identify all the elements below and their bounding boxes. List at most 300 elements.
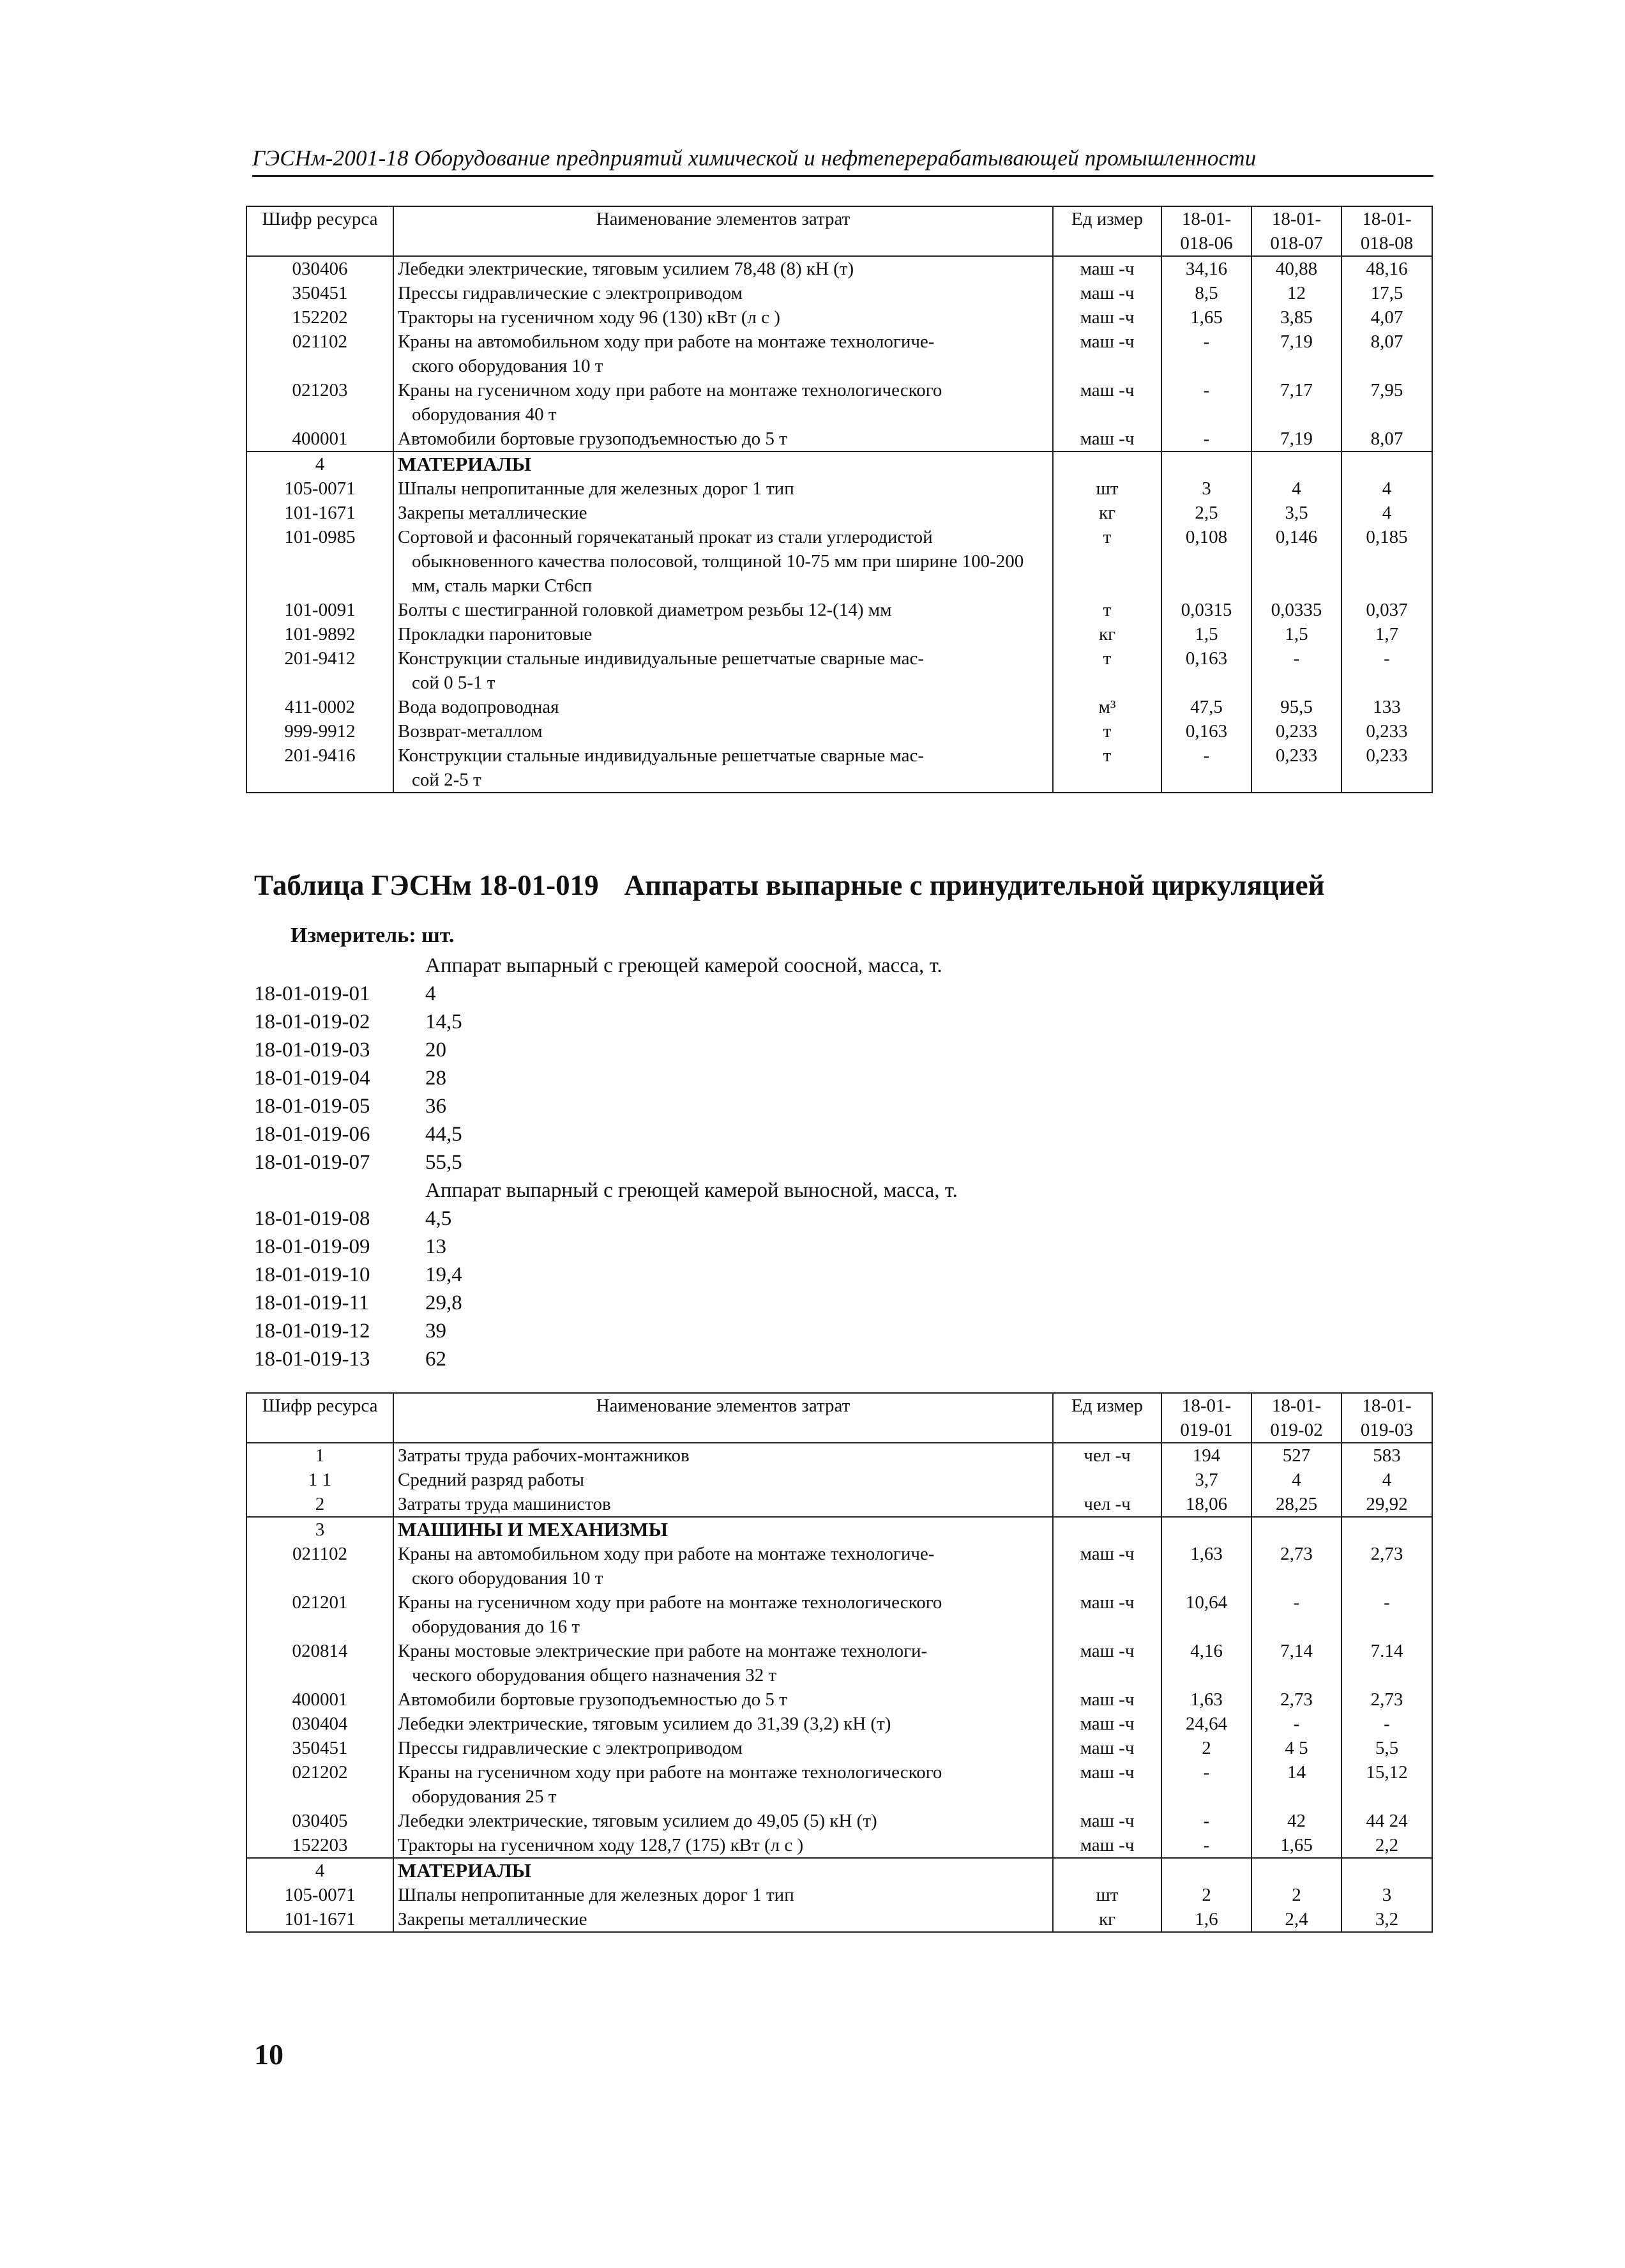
resource-name-cell [393,525,1053,598]
value-cell: 17,5 [1342,281,1432,305]
value-cell: 7,17 [1251,378,1342,427]
value-cell: 44 24 [1342,1809,1432,1833]
resource-name-cell [393,427,1053,452]
value-cell: 0,233 [1342,743,1432,793]
resource-name: Тракторы на гусеничном ходу 128,7 (175) кВт (л с ) [398,1835,804,1855]
value-cell [1161,452,1251,476]
variant-mass: 55,5 [425,1151,462,1174]
unit-cell [1053,1468,1161,1492]
header-unit: Ед измер [1053,206,1161,256]
unit-cell: маш -ч [1053,1833,1161,1858]
resource-code: 400001 [246,1687,393,1712]
value-cell: - [1251,1590,1342,1639]
value-cell: 4 [1342,501,1432,525]
resource-code: 201-9412 [246,646,393,695]
value-cell: 0,146 [1251,525,1342,598]
resource-name-cell [393,743,1053,793]
value-cell: 1,5 [1251,622,1342,646]
resource-name: Возврат-металлом [398,721,543,742]
value-cell: 8,07 [1342,330,1432,378]
value-cell: 0,037 [1342,598,1432,622]
resource-table-18-01-019 [246,1392,1433,1933]
value-cell [1342,1517,1432,1542]
value-cell: 47,5 [1161,695,1251,719]
variant-mass: 36 [425,1095,446,1118]
resource-code: 4 [246,1858,393,1883]
table-row [246,1468,1432,1492]
resource-code: 2 [246,1492,393,1517]
value-cell: 583 [1342,1443,1432,1468]
variant-mass: 13 [425,1235,446,1258]
resource-name-cell [393,501,1053,525]
resource-name: Закрепы металлические [398,503,587,523]
value-cell: 0,185 [1342,525,1432,598]
value-cell [1251,1517,1342,1542]
value-cell: - [1251,646,1342,695]
resource-name-cell [393,1468,1053,1492]
variant-row [254,1261,958,1289]
table-row [246,378,1432,427]
value-cell: - [1342,646,1432,695]
resource-code: 021102 [246,330,393,378]
unit-cell: маш -ч [1053,1712,1161,1736]
table-row [246,1833,1432,1858]
value-cell [1251,452,1342,476]
value-cell: 7,14 [1251,1639,1342,1687]
value-cell: 7,95 [1342,378,1432,427]
resource-name-cell [393,1833,1053,1858]
resource-code: 1 [246,1443,393,1468]
variant-mass: 4 [425,982,436,1005]
unit-cell: маш -ч [1053,256,1161,281]
resource-code: 201-9416 [246,743,393,793]
variants-list [254,952,958,1373]
resource-code: 101-9892 [246,622,393,646]
table-row [246,501,1432,525]
variant-code: 18-01-019-07 [254,1151,370,1174]
value-cell: 7.14 [1342,1639,1432,1687]
resource-name: Средний разряд работы [398,1470,584,1490]
unit-cell: кг [1053,501,1161,525]
header-unit: Ед измер [1053,1393,1161,1443]
unit-cell [1053,1858,1161,1883]
value-cell: 4 5 [1251,1736,1342,1760]
variant-code: 18-01-019-06 [254,1123,370,1146]
resource-name: Конструкции стальные индивидуальные решетчатые сварные мас- [398,648,924,669]
variant-row [254,1289,958,1317]
variant-group-2 [254,1205,958,1373]
resource-code: 350451 [246,1736,393,1760]
value-cell: - [1161,743,1251,793]
table-row [246,281,1432,305]
resource-name: МАТЕРИАЛЫ [398,453,532,475]
value-cell: 3 [1342,1883,1432,1907]
value-cell: 3,85 [1251,305,1342,330]
header-col-1: 18-01-019-01 [1161,1393,1251,1443]
resource-name-continuation: оборудования до 16 т [412,1617,580,1637]
resource-name: МАШИНЫ И МЕХАНИЗМЫ [398,1518,668,1541]
resource-name-continuation: ского оборудования 10 т [412,1568,603,1588]
value-cell: 5,5 [1342,1736,1432,1760]
resource-code: 105-0071 [246,476,393,501]
resource-name-continuation: обыкновенного качества полосовой, толщиной 10-75 мм при ширине 100-200 мм, сталь марки Ст6сп [412,551,1024,596]
unit-cell: т [1053,743,1161,793]
value-cell: 0,233 [1251,743,1342,793]
resource-name-cell [393,1443,1053,1468]
unit-cell [1053,452,1161,476]
value-cell: - [1251,1712,1342,1736]
table-row [246,305,1432,330]
value-cell: 2,2 [1342,1833,1432,1858]
resource-name-cell [393,646,1053,695]
value-cell: 4 [1342,476,1432,501]
table-row [246,1809,1432,1833]
resource-name: МАТЕРИАЛЫ [398,1859,532,1882]
value-cell: 2,73 [1342,1542,1432,1590]
resource-code: 020814 [246,1639,393,1687]
table-row [246,743,1432,793]
resource-name-cell [393,1883,1053,1907]
resource-name-cell [393,378,1053,427]
variant-mass: 44,5 [425,1123,462,1146]
variant-code: 18-01-019-09 [254,1235,370,1258]
value-cell: 0,0315 [1161,598,1251,622]
unit-cell: чел -ч [1053,1492,1161,1517]
resource-code: 400001 [246,427,393,452]
value-cell: 7,19 [1251,330,1342,378]
unit-cell: шт [1053,1883,1161,1907]
value-cell: 3 [1161,476,1251,501]
resource-code: 101-0091 [246,598,393,622]
value-cell [1251,1858,1342,1883]
variant-row [254,1008,958,1036]
table-row [246,427,1432,452]
value-cell: 10,64 [1161,1590,1251,1639]
resource-code: 030406 [246,256,393,281]
table-body [246,1443,1432,1932]
variant-row [254,1233,958,1261]
resource-name: Автомобили бортовые грузоподъемностью до 5 т [398,429,787,449]
resource-code: 999-9912 [246,719,393,743]
value-cell: 0,233 [1342,719,1432,743]
value-cell: 0,163 [1161,646,1251,695]
unit-cell: маш -ч [1053,1687,1161,1712]
resource-code: 021202 [246,1760,393,1809]
table-row [246,1760,1432,1809]
value-cell: 4 [1251,476,1342,501]
value-cell: - [1342,1590,1432,1639]
section-row [246,1517,1432,1542]
value-cell: 3,2 [1342,1907,1432,1932]
table-row [246,1542,1432,1590]
unit-cell: маш -ч [1053,1639,1161,1687]
unit-cell: маш -ч [1053,281,1161,305]
header-code: Шифр ресурса [246,206,393,256]
value-cell: - [1161,1809,1251,1833]
variant-code: 18-01-019-13 [254,1348,370,1371]
resource-code: 1 1 [246,1468,393,1492]
unit-cell: маш -ч [1053,1590,1161,1639]
value-cell: 194 [1161,1443,1251,1468]
unit-cell: маш -ч [1053,1809,1161,1833]
table-row [246,1492,1432,1517]
resource-name-cell [393,1492,1053,1517]
resource-name-cell [393,1517,1053,1542]
variant-group-1 [254,980,958,1176]
unit-cell: кг [1053,622,1161,646]
value-cell: 8,5 [1161,281,1251,305]
variant-code: 18-01-019-12 [254,1320,370,1343]
value-cell: 95,5 [1251,695,1342,719]
resource-name: Затраты труда рабочих-монтажников [398,1445,690,1466]
resource-name: Затраты труда машинистов [398,1494,611,1514]
resource-code: 101-0985 [246,525,393,598]
table-row [246,1883,1432,1907]
value-cell: - [1161,378,1251,427]
resource-name: Краны на гусеничном ходу при работе на монтаже технологического [398,380,942,400]
resource-name-cell [393,695,1053,719]
resource-code: 152203 [246,1833,393,1858]
value-cell: 1,63 [1161,1542,1251,1590]
value-cell: 14 [1251,1760,1342,1809]
value-cell: 3,5 [1251,501,1342,525]
resource-code: 3 [246,1517,393,1542]
value-cell: 2 [1161,1883,1251,1907]
value-cell: 527 [1251,1443,1342,1468]
resource-name-cell [393,476,1053,501]
resource-code: 105-0071 [246,1883,393,1907]
page-number: 10 [254,2038,283,2071]
resource-name-cell [393,1590,1053,1639]
table-row [246,1687,1432,1712]
value-cell: - [1161,1833,1251,1858]
variant-mass: 20 [425,1039,446,1062]
value-cell: 2,73 [1251,1687,1342,1712]
resource-name-continuation: ческого оборудования общего назначения 32 т [412,1665,777,1686]
unit-cell: маш -ч [1053,330,1161,378]
value-cell: 4 [1251,1468,1342,1492]
value-cell: 40,88 [1251,256,1342,281]
value-cell: 28,25 [1251,1492,1342,1517]
variant-row [254,1092,958,1120]
resource-code: 101-1671 [246,501,393,525]
value-cell: 1,65 [1161,305,1251,330]
resource-name-continuation: оборудования 25 т [412,1786,557,1807]
table-row [246,1907,1432,1932]
variant-row [254,1205,958,1233]
resource-name-continuation: сой 2-5 т [412,770,481,790]
page-header: ГЭСНм-2001-18 Оборудование предприятий химической и нефтеперерабатывающей промышленности [252,146,1433,177]
value-cell [1161,1517,1251,1542]
variant-code: 18-01-019-08 [254,1207,370,1230]
resource-code: 411-0002 [246,695,393,719]
value-cell: - [1161,1760,1251,1809]
resource-name: Болты с шестигранной головкой диаметром резьбы 12-(14) мм [398,600,892,620]
resource-code: 021102 [246,1542,393,1590]
value-cell: 133 [1342,695,1432,719]
table-row [246,330,1432,378]
resource-name-cell [393,281,1053,305]
variant-row [254,980,958,1008]
resource-name: Конструкции стальные индивидуальные решетчатые сварные мас- [398,745,924,766]
variant-code: 18-01-019-01 [254,982,370,1005]
value-cell [1342,1858,1432,1883]
unit-cell: маш -ч [1053,1760,1161,1809]
value-cell: 48,16 [1342,256,1432,281]
header-col-2: 18-01-018-07 [1251,206,1342,256]
resource-name-cell [393,622,1053,646]
value-cell: 1,63 [1161,1687,1251,1712]
variant-mass: 14,5 [425,1010,462,1033]
resource-name: Краны на автомобильном ходу при работе на монтаже технологиче- [398,331,935,352]
resource-name: Прессы гидравлические с электроприводом [398,1738,743,1758]
resource-name-continuation: сой 0 5-1 т [412,673,495,693]
variant-code: 18-01-019-03 [254,1039,370,1062]
resource-code: 350451 [246,281,393,305]
unit-cell: маш -ч [1053,305,1161,330]
value-cell: 3,7 [1161,1468,1251,1492]
value-cell: 1,65 [1251,1833,1342,1858]
table-row [246,1712,1432,1736]
value-cell: 2,4 [1251,1907,1342,1932]
resource-code: 101-1671 [246,1907,393,1932]
resource-name-cell [393,305,1053,330]
value-cell: 0,163 [1161,719,1251,743]
resource-name: Лебедки электрические, тяговым усилием до 31,39 (3,2) кН (т) [398,1714,891,1734]
table-title [254,869,1325,902]
header-col-2: 18-01-019-02 [1251,1393,1342,1443]
resource-name-cell [393,452,1053,476]
variant-row [254,1148,958,1176]
value-cell: 4,07 [1342,305,1432,330]
resource-name: Прессы гидравлические с электроприводом [398,283,743,303]
resource-name-continuation: оборудования 40 т [412,404,557,425]
value-cell: 24,64 [1161,1712,1251,1736]
resource-name: Краны на гусеничном ходу при работе на монтаже технологического [398,1592,942,1613]
table-row [246,525,1432,598]
variant-code: 18-01-019-05 [254,1095,370,1118]
resource-name-cell [393,1712,1053,1736]
unit-cell: т [1053,719,1161,743]
header-col-1: 18-01-018-06 [1161,206,1251,256]
resource-code: 021203 [246,378,393,427]
unit-cell: маш -ч [1053,1736,1161,1760]
table-header-row [246,206,1432,256]
variant-row [254,1120,958,1148]
table-row [246,1590,1432,1639]
value-cell: 0,233 [1251,719,1342,743]
value-cell: 42 [1251,1809,1342,1833]
unit-cell: т [1053,646,1161,695]
variant-mass: 4,5 [425,1207,452,1230]
variant-group-title: Аппарат выпарный с греющей камерой выносной, масса, т. [425,1179,958,1202]
resource-name-cell [393,598,1053,622]
resource-name-cell [393,1639,1053,1687]
table-row [246,1639,1432,1687]
value-cell: 2,73 [1251,1542,1342,1590]
table-row [246,598,1432,622]
unit-cell: м³ [1053,695,1161,719]
variant-row [254,1064,958,1092]
value-cell: 0,108 [1161,525,1251,598]
value-cell: - [1161,330,1251,378]
unit-cell: кг [1053,1907,1161,1932]
value-cell: 0,0335 [1251,598,1342,622]
variant-group-title: Аппарат выпарный с греющей камерой соосной, масса, т. [425,954,942,977]
resource-name-cell [393,719,1053,743]
value-cell: 8,07 [1342,427,1432,452]
resource-name: Лебедки электрические, тяговым усилием до 49,05 (5) кН (т) [398,1811,877,1831]
resource-name-cell [393,1542,1053,1590]
variant-mass: 28 [425,1067,446,1090]
resource-name-cell [393,330,1053,378]
value-cell: 4,16 [1161,1639,1251,1687]
table-row [246,1443,1432,1468]
value-cell: 2 [1251,1883,1342,1907]
resource-name-cell [393,1858,1053,1883]
resource-name-cell [393,1809,1053,1833]
resource-name: Тракторы на гусеничном ходу 96 (130) кВт (л с ) [398,307,780,328]
variant-mass: 62 [425,1348,446,1371]
header-col-3: 18-01-019-03 [1342,1393,1432,1443]
variant-row [254,1036,958,1064]
variant-row [254,1317,958,1345]
resource-name: Закрепы металлические [398,1909,587,1929]
table-row [246,476,1432,501]
resource-name: Шпалы непропитанные для железных дорог 1 тип [398,478,794,499]
resource-code: 152202 [246,305,393,330]
resource-table-18-01-018 [246,206,1433,793]
value-cell [1342,452,1432,476]
header-code: Шифр ресурса [246,1393,393,1443]
table-row [246,256,1432,281]
variant-mass: 39 [425,1320,446,1343]
resource-name-cell [393,256,1053,281]
value-cell: 1,5 [1161,622,1251,646]
table-row [246,646,1432,695]
variant-row [254,1345,958,1373]
resource-name: Лебедки электрические, тяговым усилием 78,48 (8) кН (т) [398,259,854,279]
section-row [246,452,1432,476]
table-row [246,719,1432,743]
value-cell: 1,7 [1342,622,1432,646]
resource-name: Краны на автомобильном ходу при работе на монтаже технологиче- [398,1544,935,1564]
header-name: Наименование элементов затрат [393,206,1053,256]
table-title-prefix: Таблица ГЭСНм 18-01-019 [254,869,599,901]
variant-code: 18-01-019-02 [254,1010,370,1033]
table-row [246,1736,1432,1760]
value-cell: - [1342,1712,1432,1736]
unit-cell: чел -ч [1053,1443,1161,1468]
variant-code: 18-01-019-10 [254,1263,370,1286]
unit-cell: маш -ч [1053,427,1161,452]
value-cell: 1,6 [1161,1907,1251,1932]
table-row [246,695,1432,719]
unit-cell: маш -ч [1053,1542,1161,1590]
variant-mass: 19,4 [425,1263,462,1286]
resource-name: Краны на гусеничном ходу при работе на монтаже технологического [398,1762,942,1783]
variant-code: 18-01-019-11 [254,1291,370,1314]
value-cell: 18,06 [1161,1492,1251,1517]
value-cell: 15,12 [1342,1760,1432,1809]
unit-cell: т [1053,525,1161,598]
meter-label: Измеритель: шт. [291,924,455,947]
unit-cell: шт [1053,476,1161,501]
table-body [246,256,1432,793]
resource-name: Шпалы непропитанные для железных дорог 1 тип [398,1885,794,1905]
section-row [246,1858,1432,1883]
resource-name-cell [393,1687,1053,1712]
